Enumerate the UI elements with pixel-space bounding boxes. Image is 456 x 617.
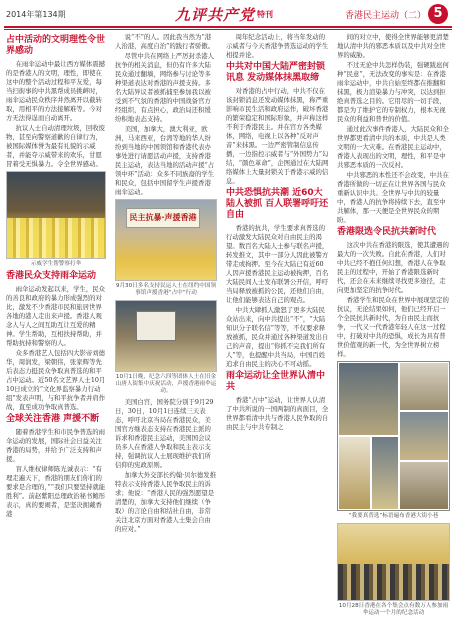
photo-caption: 10月1日晚，纪念六四等团体人士在旧金山唐人街集中庆祝活动，声援香港雨伞运动。 [115, 374, 217, 394]
photo-caption: 示威学生帮警察打伞 [30, 261, 82, 267]
paragraph: 盲人维权律师陈光诚表示：“有理走遍天下，香港的朋友们你们的要求是合理的，”“我们只要坚持就能胜利”。前赵紫阳总理政治秘书鲍彤表示，真的要闹者，是坚决拥戴香港 [6, 465, 106, 518]
photo-crowd [338, 564, 449, 600]
headline-new-era: 香港限选令民抗共新时代 [337, 227, 437, 237]
section-title: 香港民主运动（二） [345, 11, 427, 21]
paragraph: 随着香港学生和市民争普选的雨伞运动的发展，国际社会日益关注香港的局势，并给予广泛支持和声援。 [6, 428, 106, 463]
photo-caption: 9月30日多名支持民运人士在纽约中国领事馆声援香港“占中”行动 [115, 283, 217, 296]
photo-ny-consulate-rally [115, 199, 217, 281]
masthead-subtitle: 特刊 [257, 10, 273, 19]
photo-caption: 10月28日香港在各个集会点有数万人参加雨伞运动一个月的纪念活动 [338, 603, 449, 616]
collage-cell [399, 461, 449, 510]
paragraph: 抗议人士自动清理垃圾，回收废物，甚至向警察道歉的自律行为，被国际媒体誉为最有礼貌的示威者，并能夺示威带来的欢乐，甘愿冒着受无惧暴力。令全世界感动。 [6, 124, 106, 168]
paragraph: 中共大肆抓人激怒了更多大陆民众站出来，向中共提出“不”，“大陆知识分子联名信”等等，不仅要求释放被抓，民众并通过各种渠道发出自己的声音，提出“你抓不完我们所有人”等，也提醒中共当局，中国百姓追求自由民主的决心不可动摇。 [226, 306, 329, 368]
collage-cell [399, 411, 449, 461]
photo-banner-text: 民主抗暴·声援香港 [126, 208, 200, 228]
paragraph: 通过此次事件香港人，大陆民众和全世界都更看清中共的本质，中共是人类文明的一大灾难。在香港民主运动中，香港人表现出的文明，理性，和平是中共邪恶本质的一次反衬。 [337, 125, 449, 169]
collage-cell [371, 436, 399, 510]
issue-number: 2014年第134期 [6, 10, 66, 19]
photo-caption: “我要真普选”标语遍布香港大街小巷 [348, 513, 439, 519]
photo-collage-banners [337, 361, 450, 511]
headline-hk-support: 香港民众支持雨伞运动 [6, 271, 97, 281]
column-3 [226, 33, 329, 595]
paragraph: 尽管中共在网络上严厉封杀港人抗争的相关消息，但仍有许多大陆民众通过翻墙，网络参与讨论等多种渠道表达对香港的声援支持。多名大陆异议者被抓捕至参加我以被受到不气氛的香港的中国战备官方经组织，有点担心，政治局还积缓纷积地表态支持。 [115, 52, 215, 123]
paragraph: 中共邪恶的本性还不会改变，中共在香港所做的一切正在让世界各国与民众重新认识中共。全世界与中共的较量中，香港人的抗争将持续下去，直至中共解体，那一天便是全世界民众的期盼。 [337, 171, 449, 224]
headline-world-sees-ccp: 雨伞运动让全世界认清中共 [226, 371, 326, 392]
collage-cell [338, 362, 399, 436]
page-number-badge: 5 [428, 4, 448, 24]
column-1 [6, 33, 106, 595]
collage-cell [338, 436, 371, 510]
photo-sign [136, 311, 176, 341]
paragraph: 加拿大外交部长约翰·贝尔德发推特表示支持香港人民争取民主的诉求；他说：“香港人民的强烈愿望是清楚的，加拿大支持他们继续（争取）的言论自由和结社自由，非常关注北京方面对香港人士集会自由的应对。” [115, 471, 217, 533]
paragraph: 美国，加拿大，澳大利亚，欧洲，马来西亚，台湾等地的华人纷纷到当地的中国领馆和香港代表办事处进行请愿活动声援，支持香港民主运动，表达当地的活动声援“占领中环”活动：众多不同族裔的学生和民众，包括中国留学生声援香港雨伞运动。 [115, 125, 215, 196]
headline-global-attention: 全球关注香港 声援不断 [6, 414, 100, 424]
photo-crowd [7, 218, 105, 258]
paragraph: 雨伞运动发起以来，学生，民众的善良和政府的暴力形成强烈的对比，激发不少香港市民和旅居世界各地的港人走出来声援。香港人观念人与人之间互助互让互爱的精神。学生帮助，互相扶持帮助，并帮助抗持和警察的人。 [6, 285, 106, 347]
headline-ccp-blockade: 中共对中国大陆严密封锁讯息 发动媒体抹黑取缔 [226, 62, 326, 83]
page-header [0, 0, 456, 28]
paragraph: 周年纪念活动上，将当年发动的示威者与今天香港争普选运动的学生相提并论。 [226, 33, 329, 59]
column-4 [337, 33, 450, 616]
photo-sf-chinatown-rally [115, 300, 217, 372]
paragraph: 美国白宫，国务院分别于9月29日，30日，10月1日连续三天表态，呼吁北京当局在香港民众，美国官方继表态支持在香港民主派的诉求和香港民主运动，美国国会议员多人在香港人争取和民主表示支持，强调抗议人士展现维护我们所信仰的宪政原则。 [115, 398, 214, 469]
headline-occupy-civility: 占中活动的文明理性令世界感动 [6, 35, 106, 56]
collage-cell [399, 362, 449, 411]
paragraph: 说“不”的人。因此我当然为“港人治港，高度自治”的践行者骄傲。 [115, 33, 215, 50]
masthead-title: 九评共产党 [175, 6, 256, 24]
column-2 [115, 33, 217, 595]
photo-scene [338, 362, 449, 510]
header-rule [4, 26, 452, 28]
photo-students-umbrellas [6, 171, 106, 259]
paragraph: 不过无论中共怎样伪装，强硬跋扈何种“民意”，无法改变的事实是：在香港雨伞运动中，中共自始至终都在推翻和抹黑，极力渲染暴力与冲突，以达到拒绝真普选之目的。它用尽的一切手段，都是为了维护它的专制权力，根本无视民众的利益和普世的价值。 [337, 61, 449, 123]
paragraph: 香港学生和民众在世界中展现坚定的抗议，无论结果如何，他们已经开启一个全民抗共新时代，为自由民主而抗争，一代又一代香港年轻人在这一过程中，打破对中共的恐惧，成长为具有普世价值观的新一代，为全世界树立榜样。 [337, 296, 449, 358]
header-rule-thin [4, 29, 452, 30]
paragraph: 间的对立中，使得全世界能够更清楚地认清中共的邪恶本质以及中共对全世界的威胁。 [337, 33, 449, 59]
paragraph: 香港“占中”运动，让世界人认清了中共所说的一国两制的真面目，全世界都看清中共与香港人民争取的自由民主与中共专制之 [226, 396, 329, 431]
paragraph: 在雨伞运动中最让西方媒体震撼的是香港人的文明，理性，即使在这中的整个活动过程和平友爱，每当扫街事的中共黑帮成员挑衅时，雨伞运动民众秩序井然离开以截转取，用相平的方法接解难等。今对方无法得逞而自动离开。 [6, 60, 106, 122]
headline-arrests: 中共恐惧抗共潮 近60大陆人被抓 百人联署呼吁还自由 [226, 188, 329, 220]
paragraph: 对香港的占中行动，中共不仅在该封锁消息还发动媒体抹黑，称严重影响市民生活和政府运作，破坏香港的繁荣稳定和国际形象，并声称这样不利于香港民主。并在官方各类媒体，网络，电视上以各种“反对声音”来抹黑。一边严密管制信息传播，一边指控示威者与“外国势力”勾结，“颜色革命”，企图通过在大陆网络媒体上大量封锁关于香港示威的信息。 [226, 87, 329, 185]
photo-anniversary-rally [337, 523, 450, 601]
paragraph: 香港的抗共，学生要求真普选的行动激发大陆民众对自由民主的渴望。数百名大陆人士参与联名声援，转发推文，其中一部分人因此被警方带走或拘押。至今在大陆已有近60人因声援香港民主运动被拘押，百名大陆民间人士发布联署公开信，呼吁当局释放被抓的公民，还他们自由，让他们能够表达自己的观点。 [226, 224, 329, 304]
paragraph: 这次中共在香港的限选，使其遭遇的最大的一次失败。自此在香港，人们对中共已经不抱任何幻想，香港人在争取民主的过程中，开始了香港限选新时代，还会在未来继续寻找更多途径，走向更加坚定的抗争时代。 [337, 241, 449, 294]
paragraph: 众多香港艺人包括四大影帝刘德华，周润发，梁朝伟，张家辉等先后表态力挺民众争取真普选的和平占中运动。近50名文艺界人士10月10日成立的“文化界监察暴力行动组”发表声明，与和平抗争者并肩作战，直至成功争取真普选。 [6, 349, 106, 411]
